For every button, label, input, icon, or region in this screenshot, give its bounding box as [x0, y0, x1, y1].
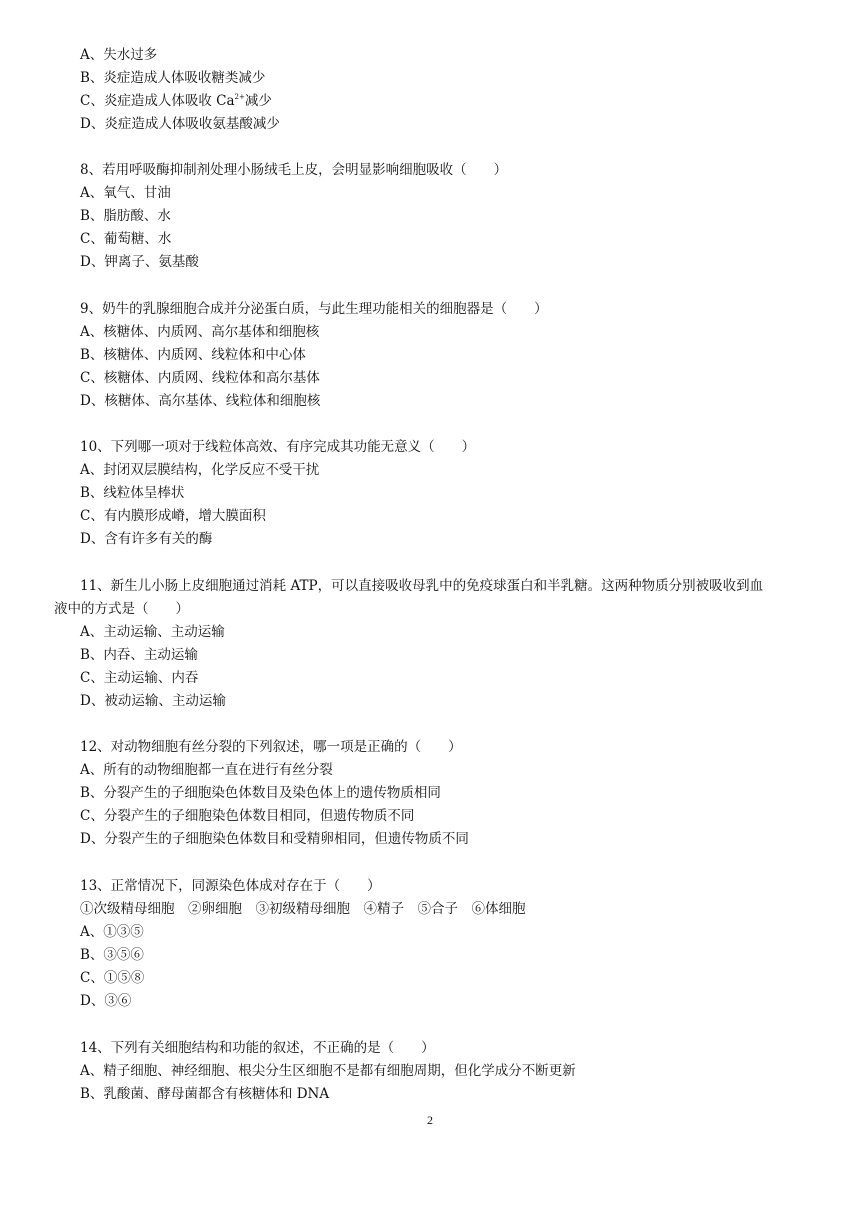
q12-option-c: C、分裂产生的子细胞染色体数目相同，但遗传物质不同 [80, 808, 415, 824]
q11-option-a: A、主动运输、主动运输 [80, 624, 225, 640]
q13-option-c: C、①⑤⑧ [80, 970, 145, 986]
q8-option-a: A、氧气、甘油 [80, 185, 171, 201]
q9-option-c: C、核糖体、内质网、线粒体和高尔基体 [80, 370, 320, 386]
q10-stem: 10、下列哪一项对于线粒体高效、有序完成其功能无意义（ ） [80, 439, 476, 455]
q10-option-d: D、含有许多有关的酶 [80, 531, 213, 547]
q12-stem: 12、对动物细胞有丝分裂的下列叙述，哪一项是正确的（ ） [80, 739, 462, 755]
q8-stem: 8、若用呼吸酶抑制剂处理小肠绒毛上皮，会明显影响细胞吸收（ ） [80, 162, 508, 178]
q9-option-b: B、核糖体、内质网、线粒体和中心体 [80, 347, 306, 363]
q7-option-c [80, 92, 272, 110]
q11-stem-line2: 液中的方式是（ ） [54, 601, 189, 617]
q10-option-c: C、有内膜形成嵴，增大膜面积 [80, 508, 266, 524]
q13-option-b: B、③⑤⑥ [80, 947, 144, 963]
q13-stem: 13、正常情况下，同源染色体成对存在于（ ） [80, 878, 381, 894]
q9-stem: 9、奶牛的乳腺细胞合成并分泌蛋白质，与此生理功能相关的细胞器是（ ） [80, 301, 548, 317]
q7-option-a: A、失水过多 [80, 47, 158, 63]
q13-option-d: D、③⑥ [80, 993, 132, 1009]
q8-option-d: D、钾离子、氨基酸 [80, 254, 199, 270]
q14-option-b: B、乳酸菌、酵母菌都含有核糖体和 DNA [80, 1086, 330, 1102]
q13-option-a: A、①③⑤ [80, 924, 144, 940]
q14-stem: 14、下列有关细胞结构和功能的叙述，不正确的是（ ） [80, 1040, 435, 1056]
q12-option-d: D、分裂产生的子细胞染色体数目和受精卵相同，但遗传物质不同 [80, 831, 469, 847]
q10-option-a: A、封闭双层膜结构，化学反应不受干扰 [80, 462, 320, 478]
q7-option-c-text: C、炎症造成人体吸收 Ca [80, 93, 235, 109]
q14-option-a: A、精子细胞、神经细胞、根尖分生区细胞不是都有细胞周期，但化学成分不断更新 [80, 1063, 576, 1079]
q7-option-b: B、炎症造成人体吸收糖类减少 [80, 70, 266, 86]
q13-items: ①次级精母细胞 ②卵细胞 ③初级精母细胞 ④精子 ⑤合子 ⑥体细胞 [80, 901, 526, 917]
q11-option-d: D、被动运输、主动运输 [80, 693, 226, 709]
page-number: 2 [427, 1113, 433, 1127]
q7-option-c-superscript: 2+ [234, 93, 245, 101]
q11-option-b: B、内吞、主动运输 [80, 647, 198, 663]
q10-option-b: B、线粒体呈棒状 [80, 485, 185, 501]
q8-option-c: C、葡萄糖、水 [80, 231, 172, 247]
q12-option-a: A、所有的动物细胞都一直在进行有丝分裂 [80, 762, 333, 778]
q7-option-c-tail: 减少 [244, 93, 272, 109]
q9-option-d: D、核糖体、高尔基体、线粒体和细胞核 [80, 393, 321, 409]
q8-option-b: B、脂肪酸、水 [80, 208, 171, 224]
q7-option-d: D、炎症造成人体吸收氨基酸减少 [80, 116, 280, 132]
q9-option-a: A、核糖体、内质网、高尔基体和细胞核 [80, 324, 320, 340]
q12-option-b: B、分裂产生的子细胞染色体数目及染色体上的遗传物质相同 [80, 785, 441, 801]
q11-stem-line1: 11、新生儿小肠上皮细胞通过消耗 ATP，可以直接吸收母乳中的免疫球蛋白和半乳糖。这两种物质分别被吸收到血 [80, 578, 764, 594]
q11-option-c: C、主动运输、内吞 [80, 670, 199, 686]
